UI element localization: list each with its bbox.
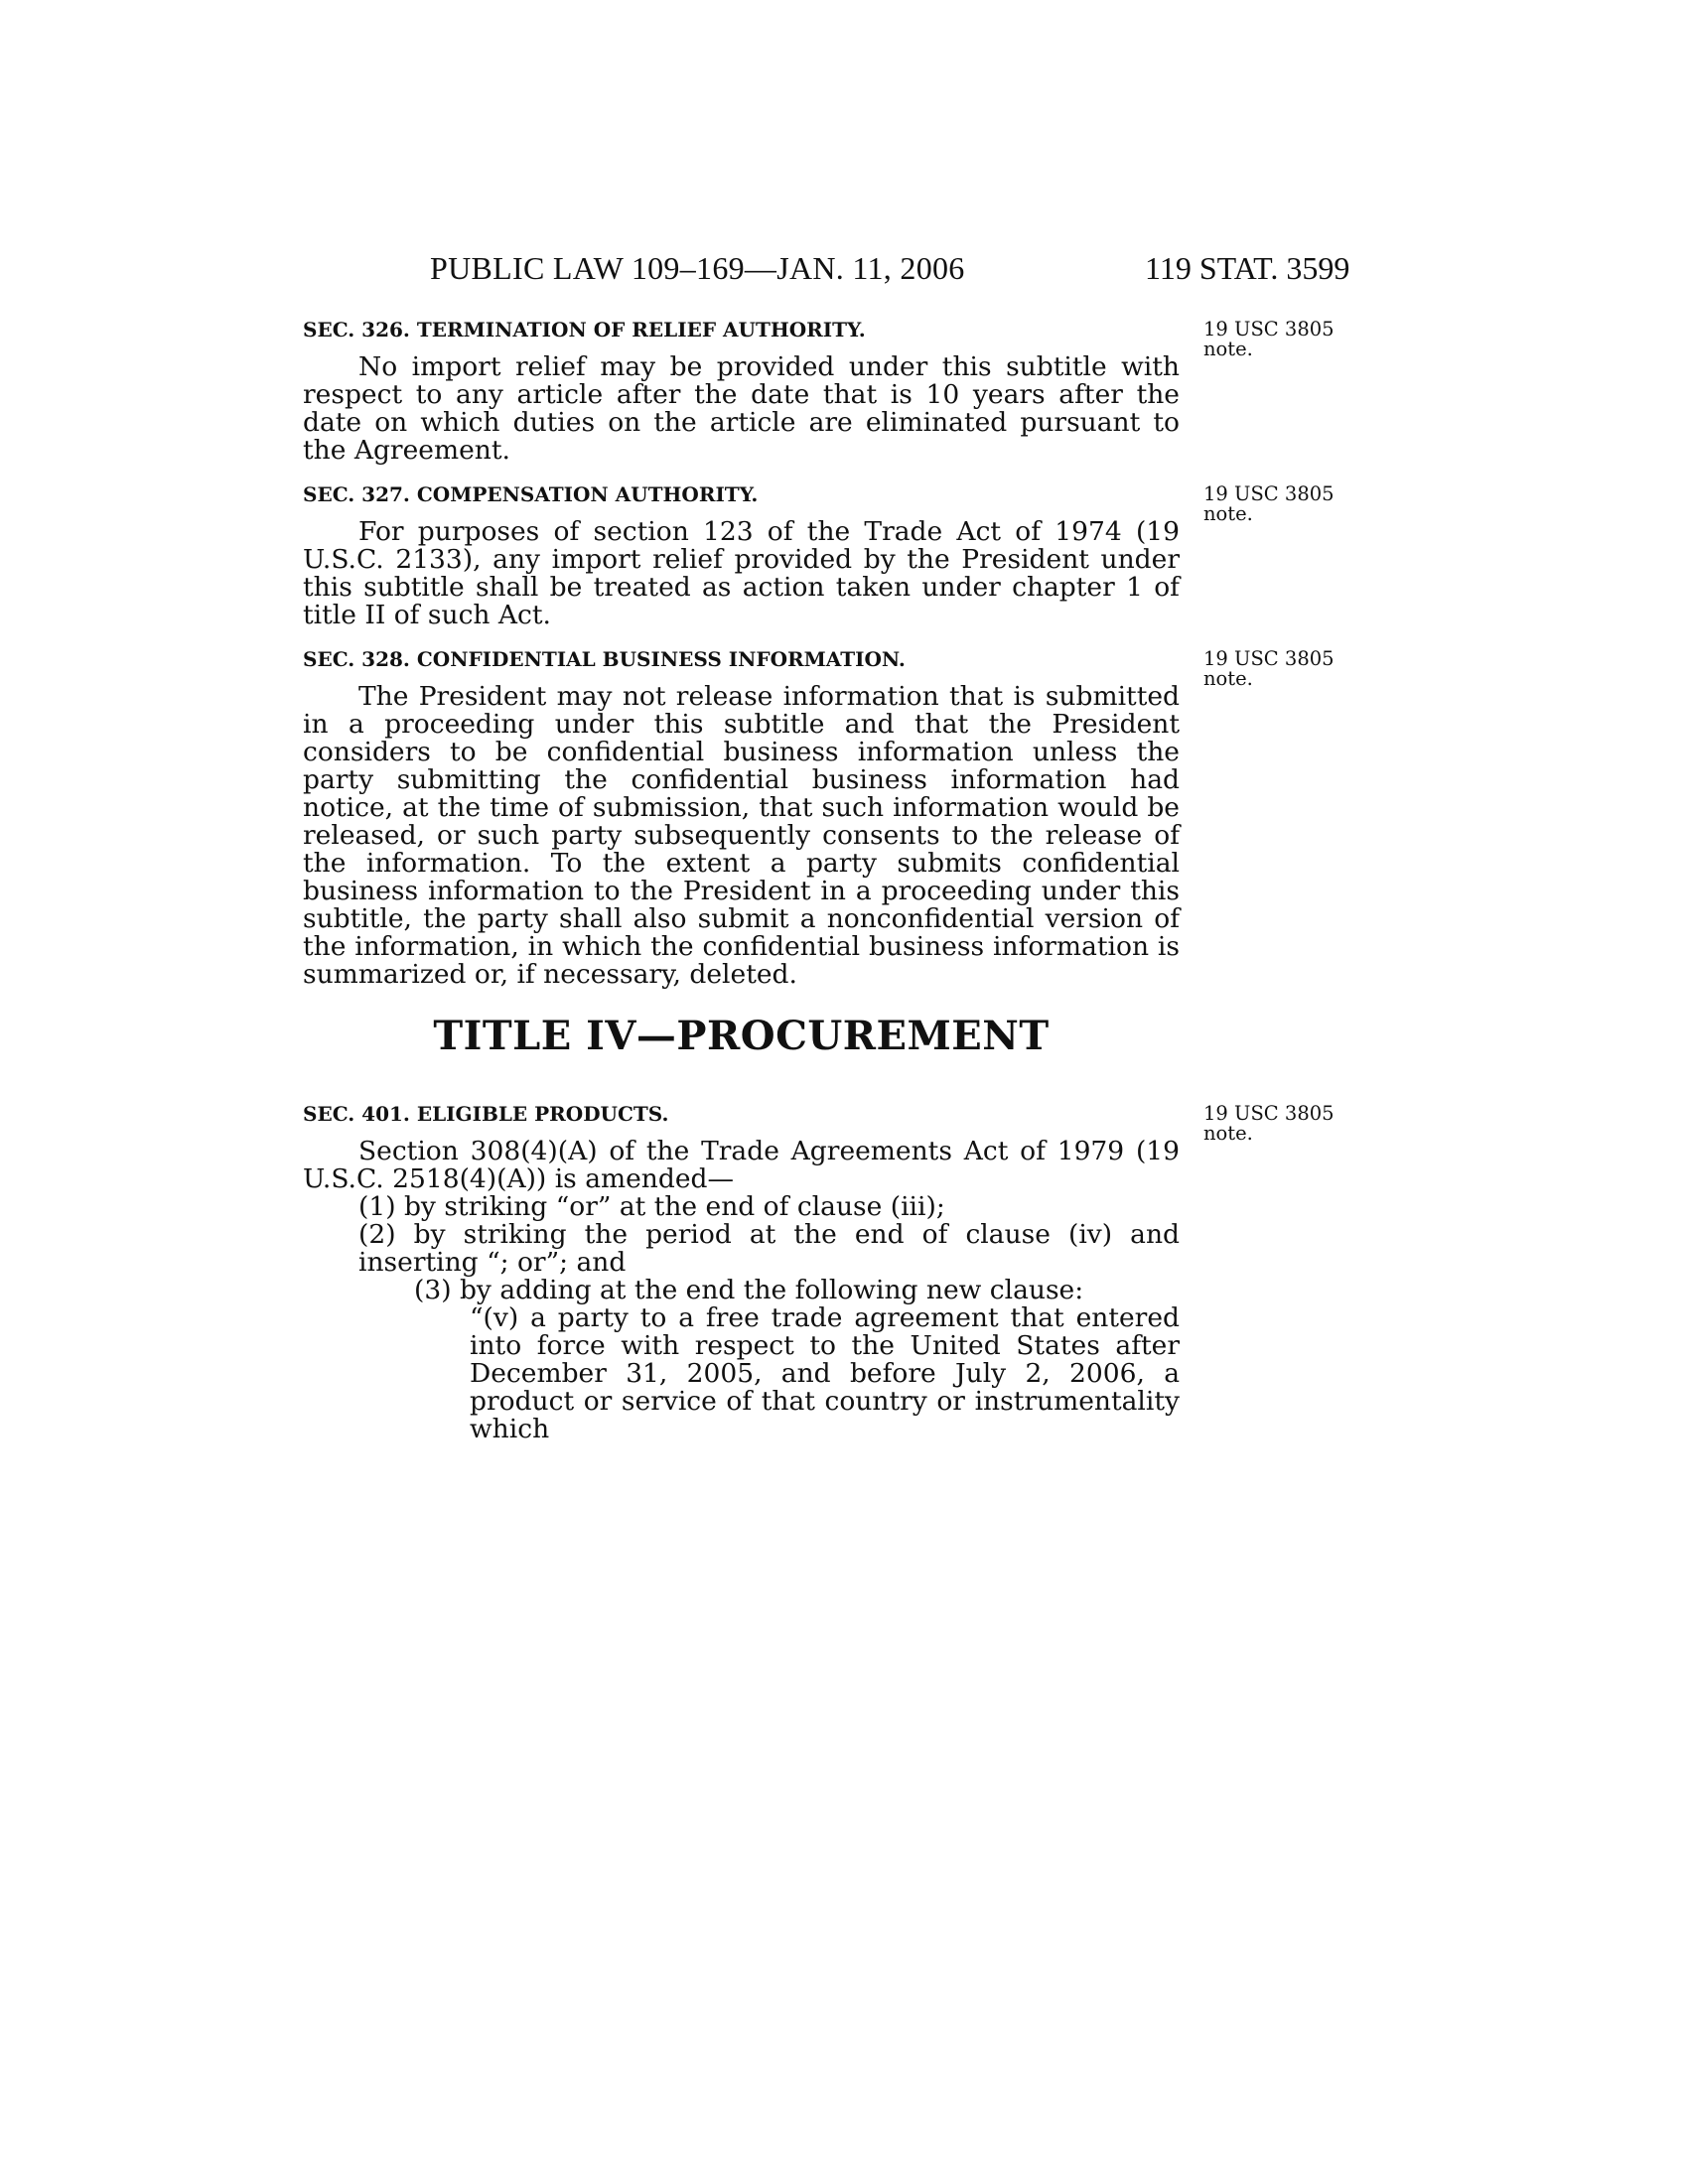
quoted-clause-text: “(v) a party to a free trade agreement that entered into force with respect to the United States after December 31, 2005, and before July 2, 2006, a product or service of that country or instrumentality which — [470, 1302, 1180, 1444]
margin-note-328-line2: note. — [1203, 667, 1253, 690]
amendment-item-2 — [358, 1221, 1180, 1277]
running-head-title: PUBLIC LAW 109–169—JAN. 11, 2006 — [430, 250, 965, 286]
section-327-body: For purposes of section 123 of the Trade Act of 1974 (19 U.S.C. 2133), any import relief provided by the President under this subtitle shall be treated as action taken under chapter 1 of title II of such Act. — [303, 516, 1180, 630]
section-401-intro: Section 308(4)(A) of the Trade Agreements Act of 1979 (19 U.S.C. 2518(4)(A)) is amended— — [303, 1136, 1180, 1194]
quoted-clause — [470, 1304, 1180, 1443]
margin-note-401-line2: note. — [1203, 1122, 1253, 1145]
section-heading-326: SEC. 326. TERMINATION OF RELIEF AUTHORITY. — [303, 318, 866, 341]
running-head-page: 119 STAT. 3599 — [1145, 250, 1350, 286]
section-326-body: No import relief may be provided under this subtitle with respect to any article after the date that is 10 years after the date on which duties on the article are eliminated pursuant to the Agreement. — [303, 351, 1180, 466]
section-heading-327: SEC. 327. COMPENSATION AUTHORITY. — [303, 482, 759, 506]
section-heading-401: SEC. 401. ELIGIBLE PRODUCTS. — [303, 1102, 669, 1126]
amendment-item-3 — [414, 1277, 1180, 1304]
margin-note-326-line2: note. — [1203, 338, 1253, 360]
amendment-item-1 — [358, 1193, 1180, 1221]
margin-note-327-line2: note. — [1203, 502, 1253, 525]
section-text-328 — [303, 683, 1180, 989]
margin-note-401-line1: 19 USC 3805 — [1203, 1102, 1335, 1125]
margin-note-326-line1: 19 USC 3805 — [1203, 318, 1335, 341]
amendment-item-2-text: (2) by striking the period at the end of clause (iv) and inserting “; or”; and — [358, 1219, 1180, 1278]
section-text-327 — [303, 518, 1180, 629]
amendment-item-3-text: (3) by adding at the end the following new clause: — [414, 1275, 1084, 1305]
section-text-401 — [303, 1138, 1180, 1193]
section-text-326 — [303, 353, 1180, 465]
section-328-body: The President may not release information that is submitted in a proceeding under this subtitle and that the President considers to be confidential business information unless the party submitting the confidential business information had notice, at the time of submission, that such information would be released, or such party subsequently consents to the release of the information. To the extent a party submits confidential business information to the President in a proceeding under this subtitle, the party shall also submit a nonconfidential version of the information, in which the confidential business information is summarized or, if necessary, deleted. — [303, 681, 1180, 990]
section-heading-328: SEC. 328. CONFIDENTIAL BUSINESS INFORMATION. — [303, 647, 906, 671]
margin-note-328-line1: 19 USC 3805 — [1203, 647, 1335, 670]
margin-note-327-line1: 19 USC 3805 — [1203, 482, 1335, 505]
title-heading: TITLE IV—PROCUREMENT — [433, 1013, 1050, 1059]
amendment-item-1-text: (1) by striking “or” at the end of clause (iii); — [358, 1191, 945, 1222]
